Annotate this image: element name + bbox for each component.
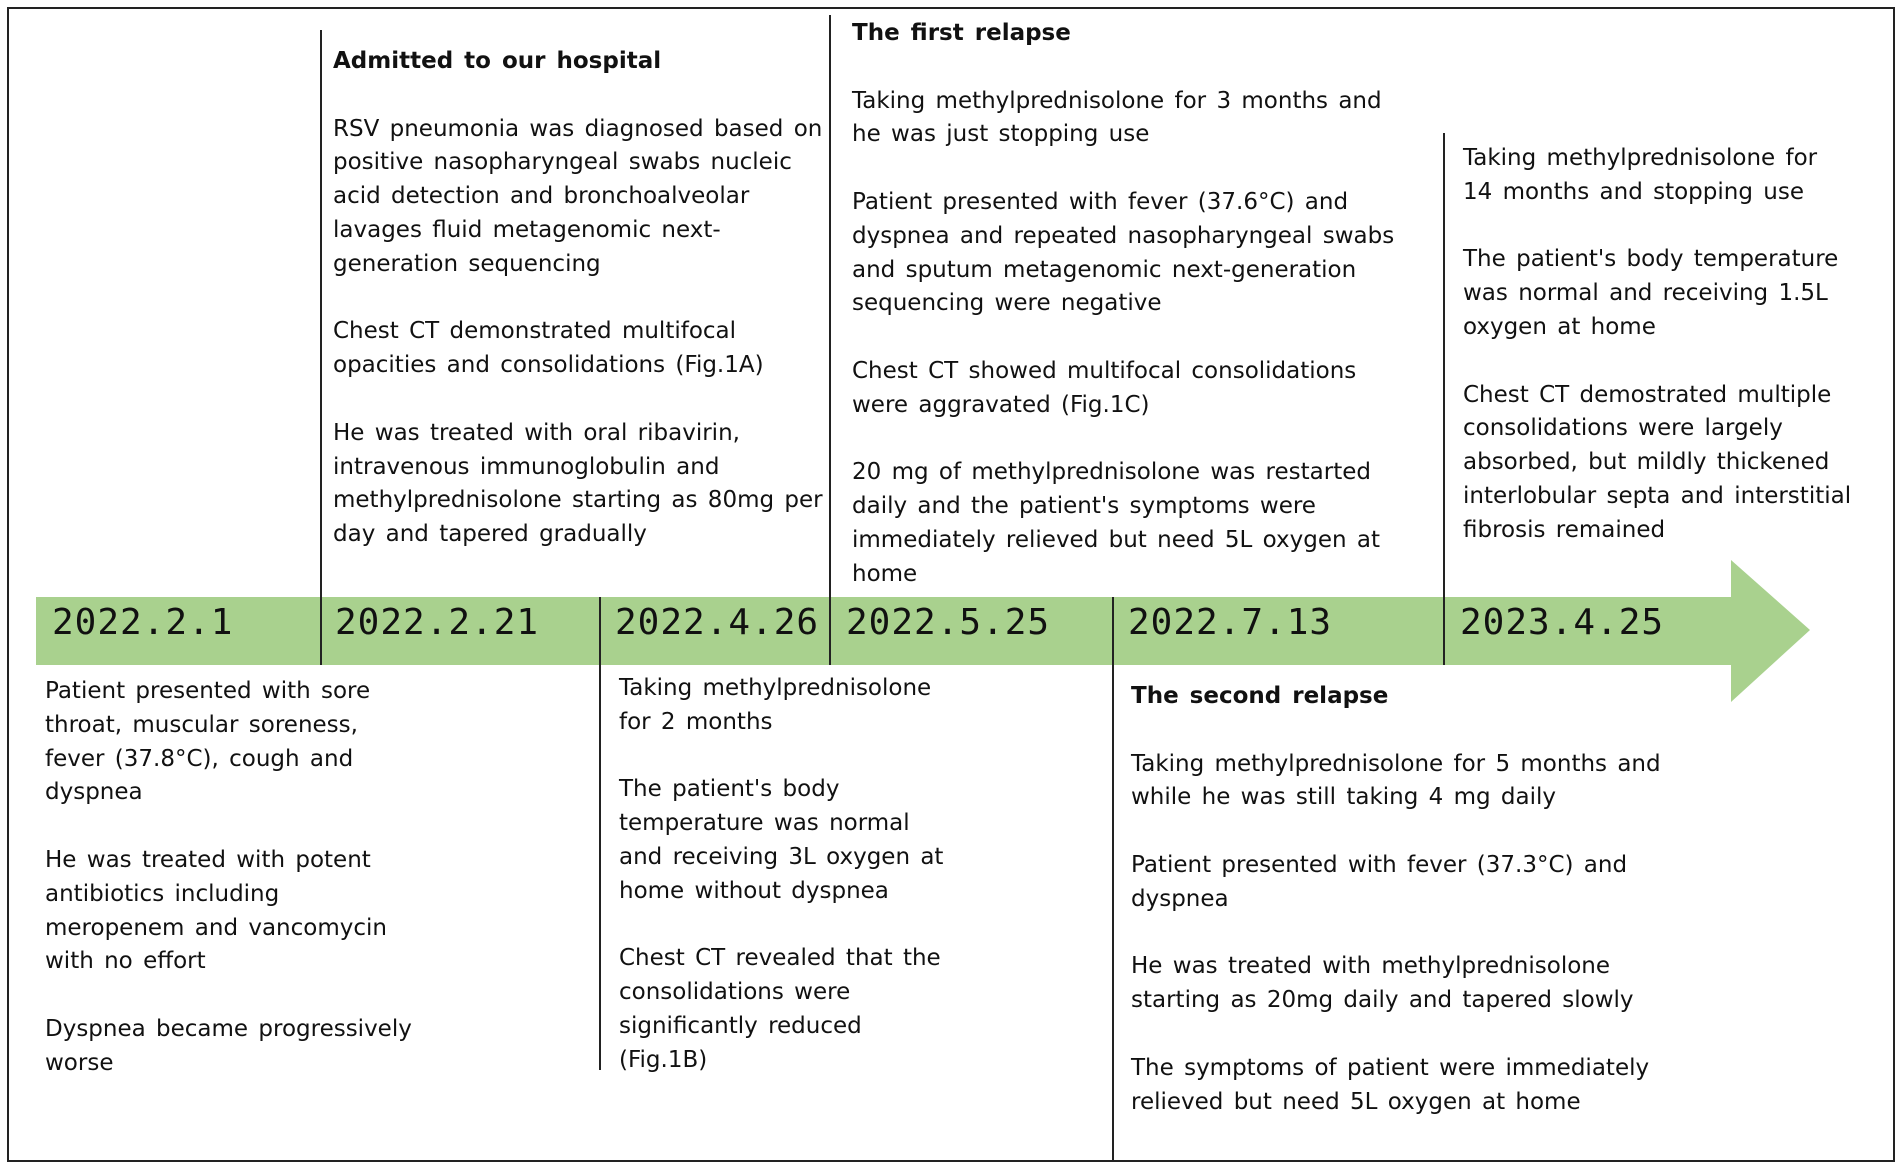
date-label: 2022.5.25	[846, 602, 1051, 643]
event-paragraph: Taking methylprednisolone for 2 months	[619, 675, 932, 735]
event-paragraph: Patient presented with sore throat, muscular soreness, fever (37.8°C), cough and dyspnea	[45, 678, 371, 806]
event-two-months	[619, 672, 959, 1078]
event-paragraph: Taking methylprednisolone for 3 months and he was just stopping use	[852, 87, 1382, 148]
event-paragraph: The patient's body temperature was normal and receiving 3L oxygen at home without dyspnea	[619, 776, 944, 904]
date-label: 2022.2.1	[52, 602, 234, 643]
event-paragraph: RSV pneumonia was diagnosed based on positive nasopharyngeal swabs nucleic acid detection and bronchoalveolar lavages fluid metagenomic next-generation sequencing	[333, 115, 823, 277]
event-paragraph: 20 mg of methylprednisolone was restarted daily and the patient's symptoms were immediately relieved but need 5L oxygen at home	[852, 459, 1381, 587]
event-paragraph: The symptoms of patient were immediately relieved but need 5L oxygen at home	[1131, 1054, 1650, 1115]
event-paragraph: He was treated with potent antibiotics including meropenem and vancomycin with no effort	[45, 846, 387, 975]
event-paragraph: Chest CT showed multifocal consolidations were aggravated (Fig.1C)	[852, 357, 1357, 418]
event-paragraph: Chest CT demostrated multiple consolidations were largely absorbed, but mildly thickened interlobular septa and interstitial fibrosis remained	[1463, 381, 1852, 543]
event-first-relapse	[852, 17, 1402, 592]
event-paragraph: He was treated with methylprednisolone starting as 20mg daily and tapered slowly	[1131, 953, 1634, 1014]
event-paragraph: Patient presented with fever (37.3°C) and dyspnea	[1131, 851, 1628, 912]
event-second-relapse	[1131, 680, 1671, 1119]
event-paragraph: Chest CT revealed that the consolidations were significantly reduced (Fig.1B)	[619, 945, 941, 1073]
event-title: Admitted to our hospital	[333, 48, 662, 74]
date-label: 2022.2.21	[335, 602, 540, 643]
event-title: The first relapse	[852, 20, 1071, 46]
event-paragraph: Chest CT demonstrated multifocal opacities and consolidations (Fig.1A)	[333, 318, 764, 379]
event-title: The second relapse	[1131, 683, 1389, 709]
event-final	[1463, 142, 1853, 548]
separator-first-relapse	[829, 15, 831, 665]
event-admitted	[333, 45, 823, 552]
separator-final	[1443, 133, 1445, 665]
date-label: 2022.4.26	[615, 602, 820, 643]
event-paragraph: He was treated with oral ribavirin, intravenous immunoglobulin and methylprednisolone starting as 80mg per day and tapered gradually	[333, 419, 823, 548]
event-paragraph: Dyspnea became progressively worse	[45, 1015, 412, 1076]
date-label: 2023.4.25	[1460, 602, 1665, 643]
event-onset	[45, 675, 415, 1081]
event-paragraph: The patient's body temperature was normal and receiving 1.5L oxygen at home	[1463, 246, 1839, 340]
date-label: 2022.7.13	[1128, 602, 1333, 643]
separator-second-relapse	[1112, 597, 1114, 1160]
separator-two-months	[599, 597, 601, 1070]
separator-admitted	[320, 30, 322, 665]
event-paragraph: Patient presented with fever (37.6°C) and dyspnea and repeated nasopharyngeal swabs and sputum metagenomic next-generation sequencing were negative	[852, 188, 1395, 317]
event-paragraph: Taking methylprednisolone for 14 months and stopping use	[1463, 145, 1818, 205]
event-paragraph: Taking methylprednisolone for 5 months and while he was still taking 4 mg daily	[1131, 750, 1661, 811]
